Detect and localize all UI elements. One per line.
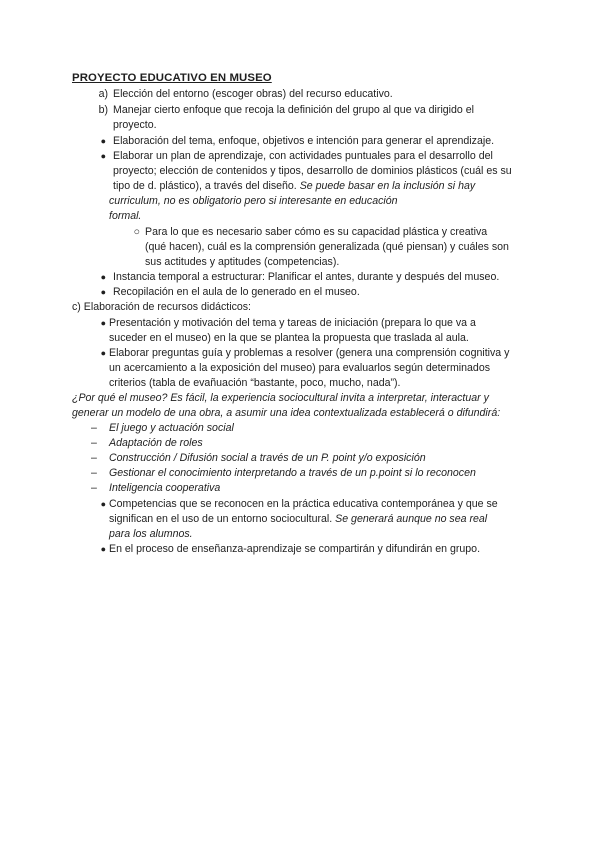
bullet-text-italic: Se puede basar en la inclusión si hay — [299, 180, 476, 192]
dash-item-text: Gestionar el conocimiento interpretando a través de un p.point si lo reconocen — [109, 467, 476, 479]
bullet-text: Presentación y motivación del tema y tareas de iniciación (prepara lo que va a — [109, 317, 476, 329]
list-item-text: Elección del entorno (escoger obras) del recurso educativo. — [113, 88, 393, 100]
bullet-text: criterios (tabla de evañuación “bastante, poco, mucho, nada”). — [109, 377, 401, 389]
dash-marker: – — [91, 437, 97, 449]
bullet-text-italic: formal. — [109, 210, 142, 222]
dash-marker: – — [91, 452, 97, 464]
bullet-text: proyecto; elección de contenidos y tipos, desarrollo de dominios plásticos (cuál es su — [113, 165, 512, 177]
bullet-icon: ● — [100, 272, 106, 282]
bullet-text — [109, 512, 487, 527]
bullet-text: Competencias que se reconocen en la práctica educativa contemporánea y que se — [109, 498, 498, 510]
circle-bullet-icon: ○ — [133, 226, 140, 238]
section-heading-text: c) Elaboración de recursos didácticos: — [72, 301, 252, 313]
bullet-icon: ● — [100, 348, 106, 358]
list-marker: a) — [98, 88, 108, 100]
bullet-icon: ● — [100, 287, 106, 297]
bullet-text: Elaborar preguntas guía y problemas a resolver (genera una comprensión cognitiva y — [109, 347, 510, 359]
sub-bullet-text: sus actitudes y aptitudes (competencias). — [145, 256, 340, 268]
sub-bullet-text: Para lo que es necesario saber cómo es su capacidad plástica y creativa — [145, 226, 488, 238]
bullet-text-italic: para los alumnos. — [109, 528, 193, 540]
dash-item-text: Adaptación de roles — [109, 437, 203, 449]
bullet-text — [113, 179, 475, 194]
bullet-text-plain: tipo de d. plástico), a través del diseño. — [113, 180, 300, 192]
bullet-text-plain: significan en el uso de un entorno sociocultural. — [109, 513, 336, 525]
dash-item-text: Inteligencia cooperativa — [109, 482, 221, 494]
list-item-text: proyecto. — [113, 119, 157, 131]
bullet-icon: ● — [100, 318, 106, 328]
list-item-text: Manejar cierto enfoque que recoja la definición del grupo al que va dirigido el — [113, 104, 475, 116]
bullet-icon: ● — [100, 499, 106, 509]
bullet-text: Recopilación en el aula de lo generado en el museo. — [113, 286, 360, 298]
bullet-text: un acercamiento a la exposición del museo) para evaluarlos según determinados — [109, 362, 491, 374]
bullet-text: Elaboración del tema, enfoque, objetivos e intención para generar el aprendizaje. — [113, 135, 495, 147]
sub-bullet-text: (qué hacen), cuál es la comprensión generalizada (qué piensan) y cuáles son — [145, 241, 509, 253]
bullet-text-italic: curriculum, no es obligatorio pero si interesante en educación — [109, 195, 398, 207]
page-title: PROYECTO EDUCATIVO EN MUSEO — [72, 72, 272, 84]
bullet-text: suceder en el museo) en la que se plantea la propuesta que traslada al aula. — [109, 332, 469, 344]
bullet-text: Elaborar un plan de aprendizaje, con actividades puntuales para el desarrollo del — [113, 150, 493, 162]
list-marker: b) — [98, 104, 108, 116]
bullet-icon: ● — [100, 151, 106, 161]
dash-marker: – — [91, 467, 97, 479]
question-text: generar un modelo de una obra, a asumir una idea contextualizada establecerá o difundirá: — [72, 407, 501, 419]
bullet-icon: ● — [100, 136, 106, 146]
dash-marker: – — [91, 422, 97, 434]
bullet-text-italic: Se generará aunque no sea real — [335, 513, 488, 525]
bullet-text: En el proceso de enseñanza-aprendizaje se compartirán y difundirán en grupo. — [109, 543, 481, 555]
dash-item-text: Construcción / Difusión social a través de un P. point y/o exposición — [109, 452, 426, 464]
dash-marker: – — [91, 482, 97, 494]
bullet-text: Instancia temporal a estructurar: Planificar el antes, durante y después del museo. — [113, 271, 500, 283]
question-text: ¿Por qué el museo? Es fácil, la experiencia sociocultural invita a interpretar, interactuar y — [72, 392, 489, 404]
dash-item-text: El juego y actuación social — [109, 422, 234, 434]
bullet-icon: ● — [100, 544, 106, 554]
